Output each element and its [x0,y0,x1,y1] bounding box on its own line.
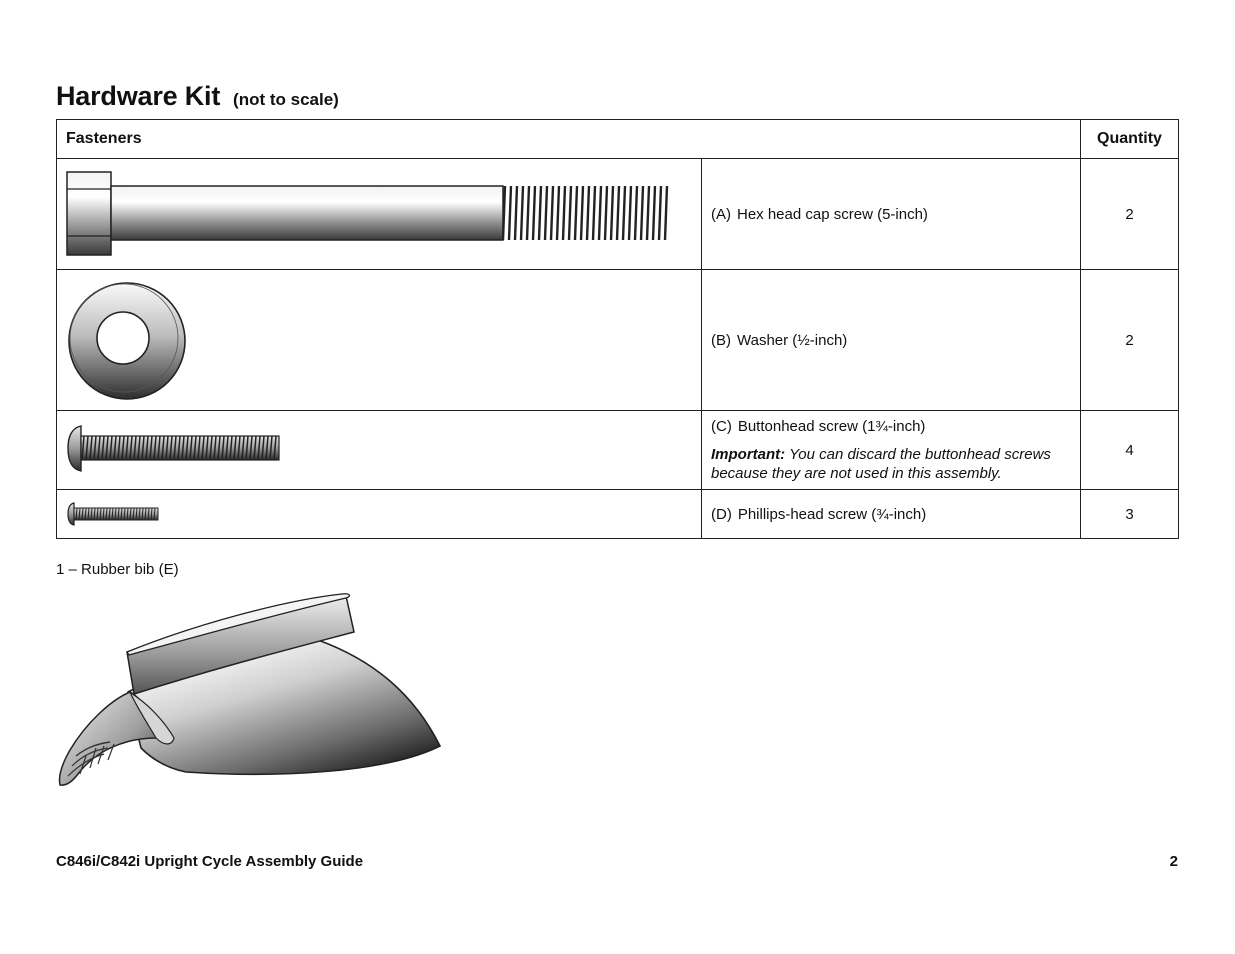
buttonhead-screw-icon [67,424,287,476]
rubber-bib-icon [56,588,446,793]
fastener-image-cell [57,490,702,539]
fastener-letter: (B) [711,331,731,349]
important-label: Important: [711,445,786,463]
washer-icon [65,279,189,403]
rubber-bib-label: 1 – Rubber bib (E) [56,561,179,578]
fastener-description [702,411,1081,490]
important-text: You can discard the buttonhead screws because they are not used in this assembly. [711,445,1051,482]
quantity-header: Quantity [1081,120,1179,159]
hardware-table [56,119,1179,539]
important-note [711,445,1072,483]
fastener-description [702,490,1081,539]
table-row [57,270,1179,411]
fastener-quantity: 2 [1081,159,1179,270]
table-row [57,490,1179,539]
phillips-screw-icon [67,501,163,527]
footer-page-number: 2 [1169,853,1178,870]
fastener-quantity: 4 [1081,411,1179,490]
fastener-name: Phillips-head screw (¾-inch) [737,505,927,523]
fastener-image-cell [57,270,702,411]
fastener-name: Buttonhead screw (1¾-inch) [737,417,926,435]
page-title [56,76,339,113]
footer-guide-title: C846i/C842i Upright Cycle Assembly Guide [56,853,364,870]
fastener-name: Washer (½-inch) [737,331,848,349]
table-header-row [57,120,1179,159]
fastener-image-cell [57,411,702,490]
fastener-image-cell [57,159,702,270]
title-subtitle: (not to scale) [233,90,339,109]
fasteners-header: Fasteners [57,120,1081,159]
fastener-description [702,159,1081,270]
fastener-letter: (A) [711,205,731,223]
fastener-description [702,270,1081,411]
title-main: Hardware Kit [56,81,221,111]
table-row [57,411,1179,490]
fastener-name: Hex head cap screw (5-inch) [737,205,928,223]
table-row [57,159,1179,270]
hex-cap-screw-icon [66,169,686,269]
fastener-quantity: 3 [1081,490,1179,539]
fastener-letter: (C) [711,417,732,435]
fastener-quantity: 2 [1081,270,1179,411]
fastener-letter: (D) [711,505,732,523]
